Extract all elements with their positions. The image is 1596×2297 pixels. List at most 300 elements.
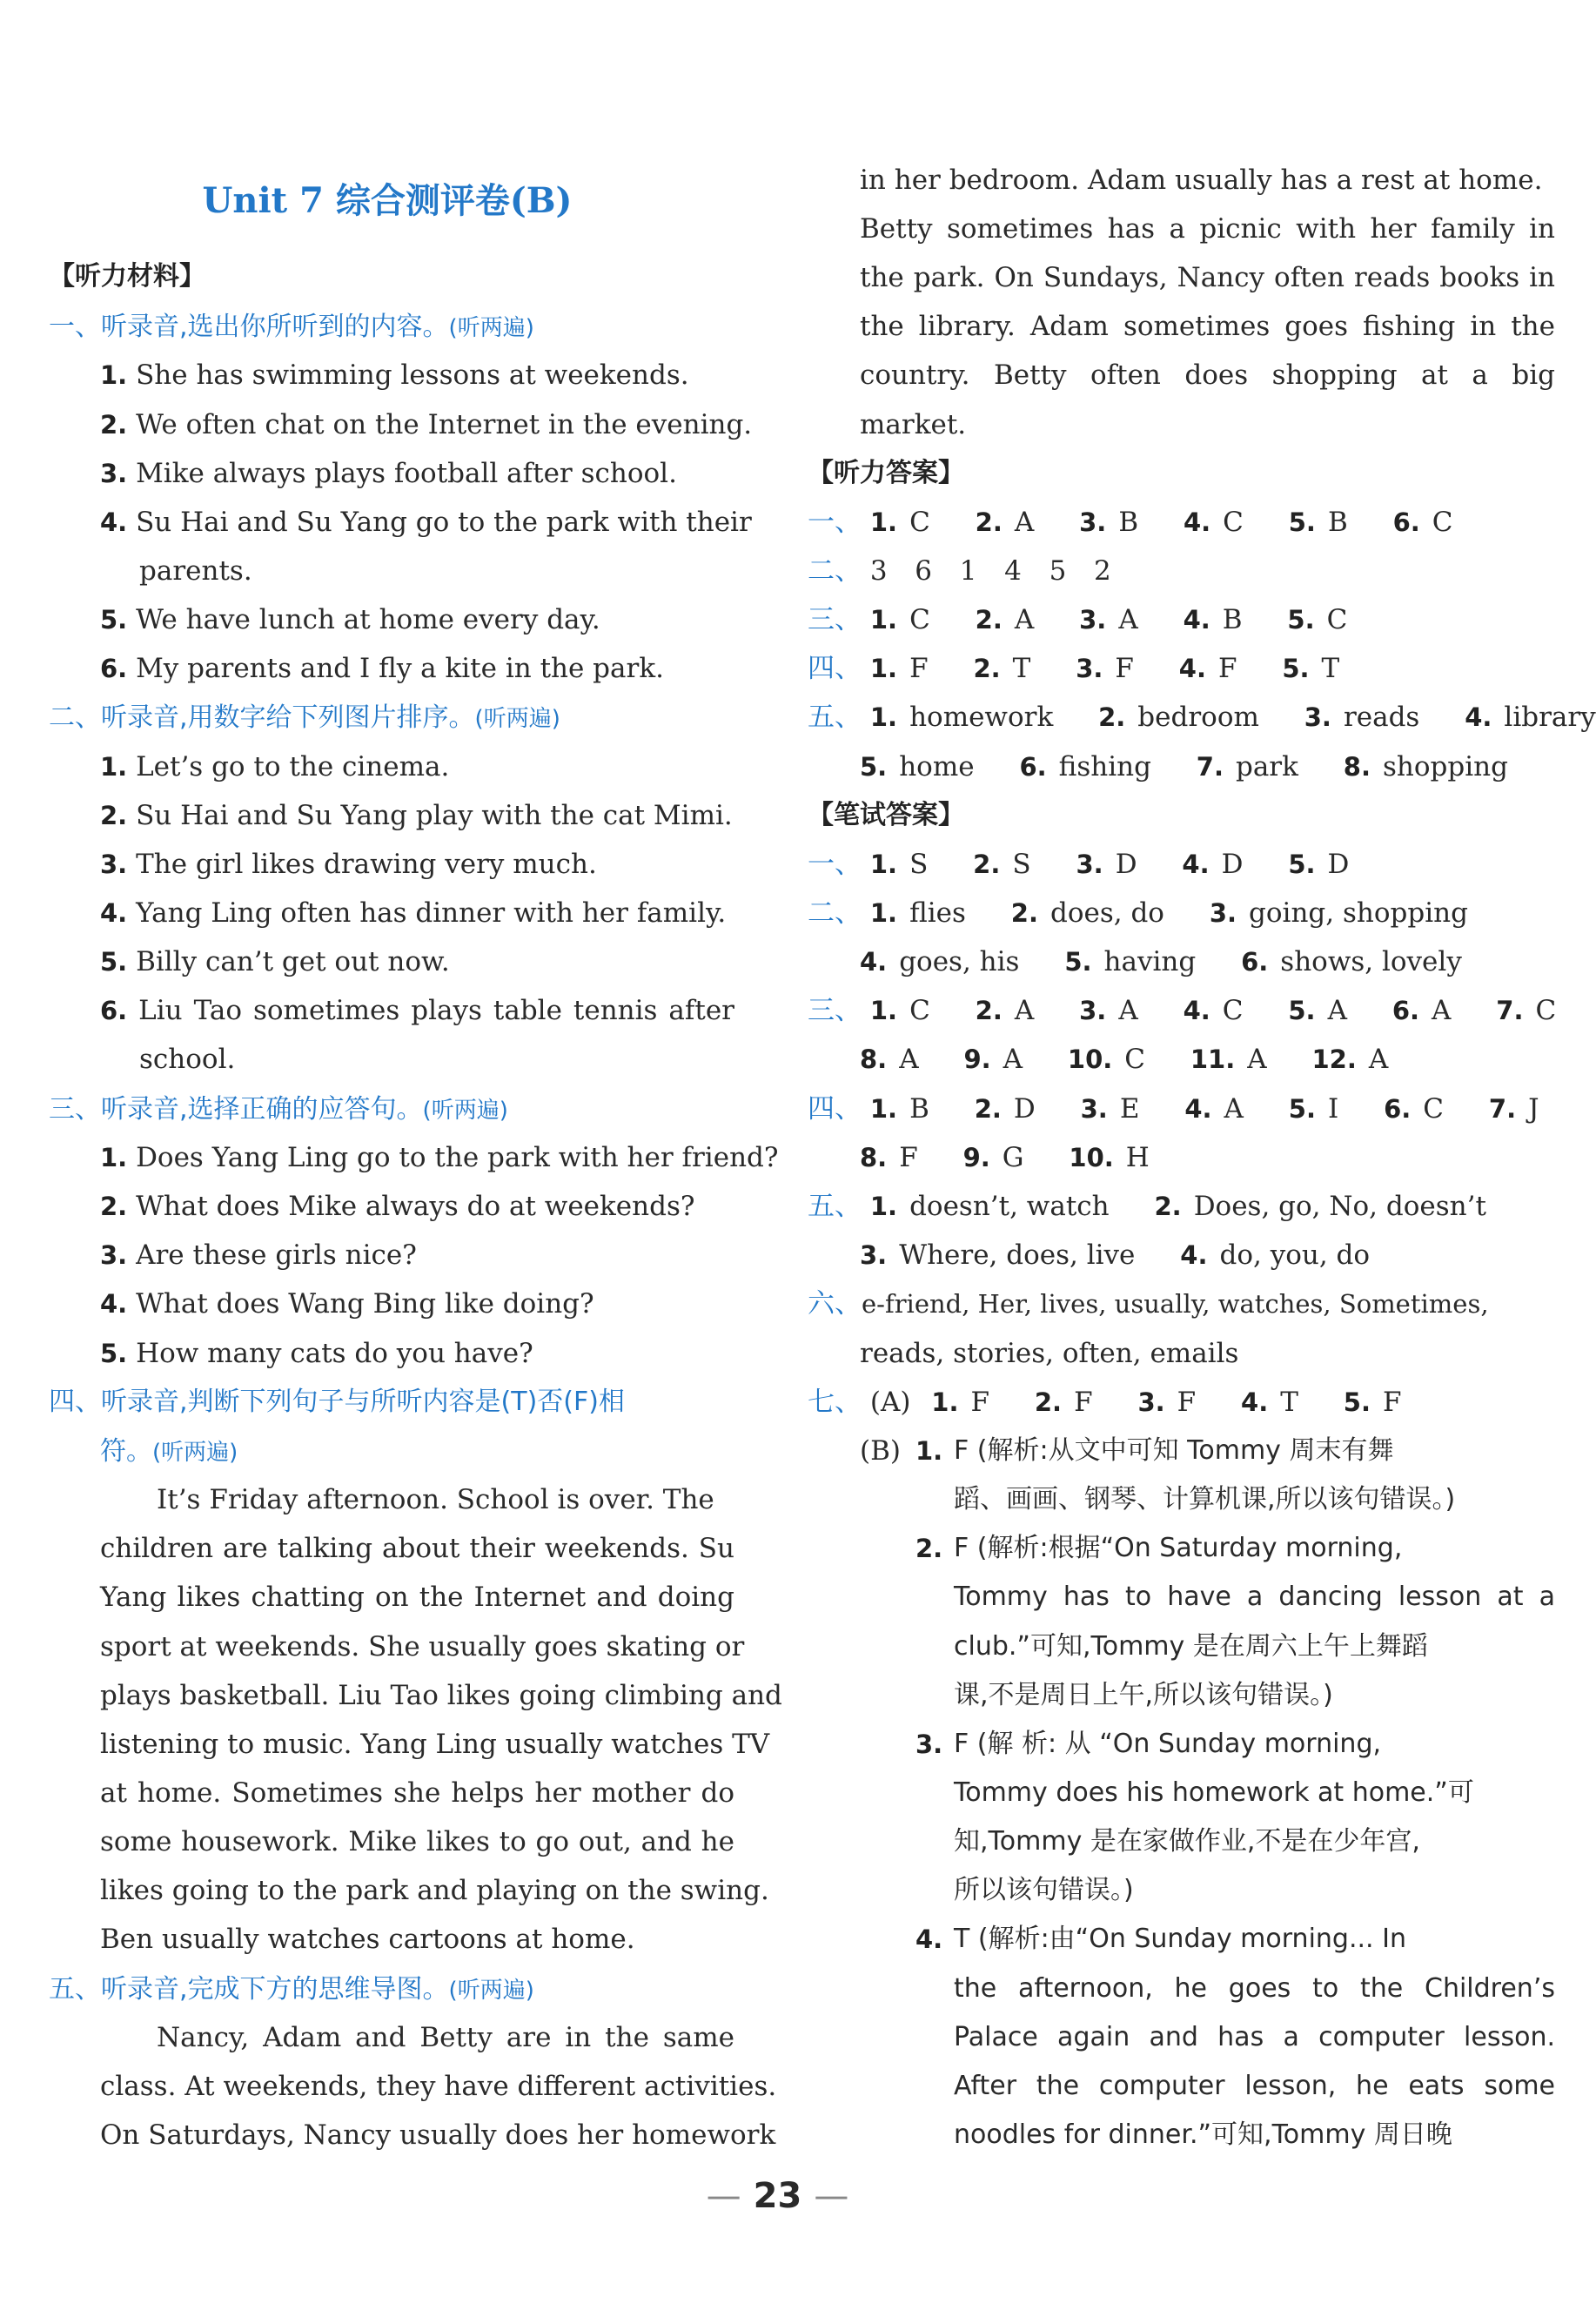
answer-row-lead: 二、 xyxy=(808,555,862,587)
answer-item xyxy=(870,889,966,937)
answer-number: 3. xyxy=(860,1240,888,1270)
answer-value: C xyxy=(1535,995,1557,1026)
answer-number: 3. xyxy=(1304,702,1331,732)
answer-value: S xyxy=(909,849,929,880)
answer-value: I xyxy=(1327,1093,1339,1125)
item-text: Su Hai and Su Yang go to the park with their xyxy=(136,507,752,538)
answer-value: C xyxy=(1432,507,1453,538)
passage-line: Ben usually watches cartoons at home. xyxy=(100,1924,635,1955)
answer-value: C xyxy=(909,604,930,635)
answer-value: A xyxy=(899,1044,919,1075)
passage-line: On Saturdays, Nancy usually does her homework xyxy=(100,2119,776,2151)
answer-row xyxy=(860,742,1555,791)
section-2-hint: (听两遍) xyxy=(474,706,560,732)
answer-value: B xyxy=(1118,507,1139,538)
answer-number: 3. xyxy=(1137,1387,1165,1417)
answer-item xyxy=(870,498,930,547)
answer-item xyxy=(1182,840,1243,889)
item-number: 4. xyxy=(100,1289,128,1319)
item-number: 5. xyxy=(100,947,128,977)
section-1-hint: (听两遍) xyxy=(448,315,534,341)
answer-item xyxy=(1011,889,1164,937)
answer-number: 7. xyxy=(1488,1094,1517,1124)
section-2-title: 二、听录音,用数字给下列图片排序。 xyxy=(49,702,475,733)
answer-number: 4. xyxy=(1180,1240,1208,1270)
answer-row xyxy=(808,889,1555,937)
explanation-line: F (解 析: 从 “On Sunday morning, xyxy=(954,1729,1382,1759)
answer-item xyxy=(870,986,930,1035)
answer-number: 3. xyxy=(1080,1094,1108,1124)
answer-value: F xyxy=(909,653,929,684)
answer-item xyxy=(870,693,1053,742)
section-1-title: 一、听录音,选出你所听到的内容。 xyxy=(49,312,449,342)
answer-value: F xyxy=(1177,1387,1197,1418)
answer-item xyxy=(1304,693,1420,742)
answer-row xyxy=(808,1182,1555,1231)
answer-number: 2. xyxy=(974,1094,1002,1124)
answer-item xyxy=(1197,742,1298,791)
item-text: Are these girls nice? xyxy=(136,1239,417,1271)
explanation-line: 课,不是周日上午,所以该句错误。) xyxy=(954,1680,1333,1710)
answer-row xyxy=(808,547,1555,595)
answer-item xyxy=(1288,840,1349,889)
dash-right: — xyxy=(814,2176,849,2216)
answer-value: D xyxy=(1115,849,1137,880)
answer-value: fishing xyxy=(1058,751,1151,782)
answer-item xyxy=(870,840,928,889)
answer-item xyxy=(1393,498,1453,547)
answer-number: 3. xyxy=(1076,654,1103,683)
answer-value: B xyxy=(1327,507,1348,538)
answer-value: T xyxy=(1321,653,1340,684)
answer-item xyxy=(1179,644,1237,693)
answer-item xyxy=(1019,742,1150,791)
answer-number: 1. xyxy=(869,1094,898,1124)
answer-value: D xyxy=(1013,1093,1036,1125)
answer-number: 6. xyxy=(1392,507,1420,537)
answer-value: goes, his xyxy=(899,946,1020,977)
answer-item xyxy=(1384,1085,1444,1133)
answer-number: 1. xyxy=(869,850,898,879)
answer-row-lead: 七、 xyxy=(808,1387,862,1418)
answer-row-lead: 四、 xyxy=(808,653,862,684)
answer-number: 1. xyxy=(869,996,898,1025)
answer-value: do, you, do xyxy=(1219,1239,1371,1271)
answer-number: 2. xyxy=(1034,1387,1063,1417)
answer-row xyxy=(860,1231,1555,1279)
answer-item xyxy=(870,644,929,693)
answer-item xyxy=(1392,986,1452,1035)
item-text: How many cats do you have? xyxy=(136,1338,533,1369)
explanation-line: the afternoon, he goes to the Children’s xyxy=(954,1973,1555,2004)
answer-value: S xyxy=(1012,849,1031,880)
answer-item xyxy=(1282,644,1339,693)
answer-item xyxy=(860,1133,918,1182)
list-item xyxy=(100,498,752,547)
answer-item xyxy=(963,1133,1024,1182)
answer-number: 5. xyxy=(1064,947,1092,977)
answer-number: 6. xyxy=(1384,1094,1412,1124)
answer-item xyxy=(860,742,975,791)
passage-line: at home. Sometimes she helps her mother do xyxy=(100,1777,734,1809)
section-4-heading: 四、听录音,判断下列句子与所听内容是(T)否(F)相 xyxy=(49,1387,625,1417)
answer-number: 4. xyxy=(1183,996,1210,1025)
section-5-title: 五、听录音,完成下方的思维导图。 xyxy=(49,1974,449,2005)
passage-line: Betty sometimes has a picnic with her family in xyxy=(860,213,1555,245)
list-item xyxy=(100,351,775,400)
passage-line: Yang likes chatting on the Internet and doing xyxy=(100,1582,734,1613)
answer-number: 5. xyxy=(1288,850,1316,879)
answer-item xyxy=(976,595,1035,644)
answer-value: e-friend, Her, lives, usually, watches, Sometimes, xyxy=(862,1289,1489,1319)
answer-item xyxy=(1137,1378,1196,1427)
answer-value: F xyxy=(970,1387,990,1418)
answer-item xyxy=(1079,498,1138,547)
item-number: 1. xyxy=(100,360,128,390)
answer-item xyxy=(1154,1182,1485,1231)
answer-value: 3 6 1 4 5 2 xyxy=(869,555,1111,587)
answer-row-lead: 二、 xyxy=(808,897,862,929)
answer-number: 4. xyxy=(1183,605,1210,635)
explanation-line: 所以该句错误。) xyxy=(954,1875,1134,1905)
answer-value: doesn’t, watch xyxy=(909,1191,1110,1222)
explanation-line: Tommy does his homework at home.”可 xyxy=(954,1777,1474,1808)
passage-line: the park. On Sundays, Nancy often reads books in xyxy=(860,262,1555,293)
item-number: 2. xyxy=(100,1192,128,1221)
page-number xyxy=(0,2176,1555,2216)
answer-value: F xyxy=(899,1142,918,1173)
answer-number: 5. xyxy=(1287,605,1315,635)
answer-number: 1. xyxy=(915,1436,943,1466)
item-text: Liu Tao sometimes plays table tennis after xyxy=(138,995,734,1026)
answer-value: Where, does, live xyxy=(899,1239,1136,1271)
answer-value: B xyxy=(1222,604,1243,635)
answer-number: 4. xyxy=(1182,850,1210,879)
answer-value: A xyxy=(1014,995,1035,1026)
passage-line: It’s Friday afternoon. School is over. The xyxy=(157,1484,714,1515)
answer-number: 2. xyxy=(975,996,1003,1025)
explanation-line: Tommy has to have a dancing lesson at a xyxy=(954,1582,1555,1612)
explanation-line: F (解析:从文中可知 Tommy 周末有舞 xyxy=(954,1435,1394,1466)
answer-value: A xyxy=(1014,604,1035,635)
answer-number: 6. xyxy=(1019,752,1047,782)
item-number: 6. xyxy=(100,996,128,1025)
item-text: What does Mike always do at weekends? xyxy=(136,1191,695,1222)
answer-number: 4. xyxy=(1184,1094,1212,1124)
answer-item xyxy=(1184,595,1243,644)
answer-value: C xyxy=(909,995,930,1026)
answer-row xyxy=(808,1279,1555,1328)
answer-value: Does, go, No, doesn’t xyxy=(1193,1191,1486,1222)
item-text: Billy can’t get out now. xyxy=(136,946,450,977)
answer-number: 5. xyxy=(860,752,888,782)
answer-number: 1. xyxy=(869,654,898,683)
explanation-line: F (解析:根据“On Saturday morning, xyxy=(954,1533,1403,1563)
section-3-heading xyxy=(49,1085,775,1133)
answer-value: A xyxy=(1247,1044,1267,1075)
answer-item xyxy=(1079,986,1138,1035)
answer-value: A xyxy=(1014,507,1035,538)
answer-value: F xyxy=(1115,653,1134,684)
answer-value: H xyxy=(1125,1142,1150,1173)
passage-line: country. Betty often does shopping at a big xyxy=(860,359,1555,391)
item-number: 2. xyxy=(100,801,128,830)
answer-item xyxy=(1064,937,1196,986)
answer-value: T xyxy=(1280,1387,1298,1418)
answer-value: flies xyxy=(909,897,966,929)
answer-item xyxy=(1069,1133,1149,1182)
item-number: 4. xyxy=(100,507,128,537)
answer-number: 2. xyxy=(1154,1192,1182,1221)
item-text: We often chat on the Internet in the evening. xyxy=(136,409,753,440)
item-number: 3. xyxy=(100,850,128,879)
answer-item xyxy=(1289,1085,1338,1133)
answer-number: 1. xyxy=(869,605,898,635)
answer-item xyxy=(870,1085,929,1133)
passage-line: likes going to the park and playing on the swing. xyxy=(100,1875,769,1906)
item-number: 3. xyxy=(100,459,128,488)
answer-number: 1. xyxy=(869,702,898,732)
answer-number: 1. xyxy=(869,898,898,928)
answer-number: 8. xyxy=(860,1044,888,1074)
answer-row xyxy=(860,937,1555,986)
item-text: What does Wang Bing like doing? xyxy=(136,1288,594,1320)
answer-row xyxy=(808,840,1555,889)
answer-number: 5. xyxy=(1288,996,1316,1025)
list-item xyxy=(100,1182,775,1231)
answer-value: library xyxy=(1504,702,1596,733)
item-number: 6. xyxy=(100,654,128,683)
answer-value: D xyxy=(1327,849,1350,880)
answer-item xyxy=(1190,1035,1267,1084)
answer-number: 3. xyxy=(915,1729,943,1759)
answer-value: A xyxy=(1003,1044,1023,1075)
answer-item xyxy=(931,1378,989,1427)
answer-item xyxy=(975,1085,1036,1133)
answer-item xyxy=(1184,1085,1244,1133)
answer-item xyxy=(870,1182,1110,1231)
passage-line: class. At weekends, they have different activities. xyxy=(100,2071,777,2102)
item-number: 5. xyxy=(100,1339,128,1368)
item-text: Mike always plays football after school. xyxy=(136,458,677,489)
answer-row xyxy=(808,498,1555,547)
list-item xyxy=(100,840,775,889)
item-text: Does Yang Ling go to the park with her friend? xyxy=(136,1142,779,1173)
answer-value: E xyxy=(1119,1093,1140,1125)
answer-value: F xyxy=(1382,1387,1402,1418)
answer-number: 2. xyxy=(1098,702,1126,732)
section-1-heading xyxy=(49,302,775,351)
answer-value: A xyxy=(1327,995,1347,1026)
list-item xyxy=(100,1231,775,1279)
list-item xyxy=(100,644,775,693)
answer-number: 9. xyxy=(963,1044,991,1074)
answer-value: F xyxy=(1217,653,1237,684)
item-text: Let’s go to the cinema. xyxy=(136,751,450,782)
answer-item xyxy=(1184,986,1244,1035)
answer-number: 8. xyxy=(1343,752,1371,782)
answer-value: G xyxy=(1002,1142,1024,1173)
answer-row xyxy=(808,693,1596,742)
listening-material-header: 【听力材料】 xyxy=(49,261,205,292)
answer-value: T xyxy=(1012,653,1031,684)
answer-number: 12. xyxy=(1311,1044,1357,1074)
item-text: My parents and I fly a kite in the park. xyxy=(136,653,664,684)
answer-item xyxy=(1344,742,1508,791)
answer-value: C xyxy=(1326,604,1348,635)
answer-number: 3. xyxy=(1209,898,1237,928)
list-item xyxy=(100,1329,775,1378)
explanation-line: 知,Tommy 是在家做作业,不是在少年宫, xyxy=(954,1826,1420,1857)
answer-row-cont: reads, stories, often, emails xyxy=(860,1338,1239,1369)
answer-item xyxy=(1180,1231,1370,1279)
answer-value: J xyxy=(1528,1093,1539,1125)
item-text: Yang Ling often has dinner with her family. xyxy=(136,897,727,929)
answer-number: 1. xyxy=(869,507,898,537)
item-continuation: school. xyxy=(139,1044,236,1075)
answer-value: C xyxy=(1222,995,1244,1026)
list-item xyxy=(100,889,775,937)
answer-item xyxy=(1496,986,1556,1035)
dash-left: — xyxy=(706,2176,741,2216)
section-5-heading xyxy=(49,1965,775,2013)
answer-value: homework xyxy=(909,702,1054,733)
answer-value: F xyxy=(1074,1387,1093,1418)
answer-row-lead: 四、 xyxy=(808,1093,862,1125)
answer-value: reads xyxy=(1343,702,1420,733)
passage-line: market. xyxy=(860,409,967,440)
item-text: Su Hai and Su Yang play with the cat Mimi. xyxy=(136,800,733,831)
passage-line: sport at weekends. She usually goes skating or xyxy=(100,1631,745,1662)
answer-item xyxy=(1081,1085,1140,1133)
passage-line: listening to music. Yang Ling usually watches TV xyxy=(100,1729,770,1760)
answer-value: A xyxy=(1118,604,1138,635)
explanation-line: After the computer lesson, he eats some xyxy=(954,2071,1555,2101)
answer-item xyxy=(1344,1378,1402,1427)
answer-value: A xyxy=(1118,995,1138,1026)
answer-item xyxy=(1098,693,1259,742)
item-text: The girl likes drawing very much. xyxy=(136,849,597,880)
section-5-hint: (听两遍) xyxy=(448,1978,534,2004)
answer-number: 5. xyxy=(1288,507,1316,537)
passage-line: children are talking about their weekends. Su xyxy=(100,1533,734,1564)
answer-value: A xyxy=(1368,1044,1389,1075)
answer-row xyxy=(808,1378,1555,1427)
section-4-title-end: 符。 xyxy=(100,1436,152,1467)
section-4-heading-cont xyxy=(100,1427,775,1475)
answer-row-lead: 三、 xyxy=(808,604,862,635)
answer-number: 4. xyxy=(1465,702,1492,732)
answer-number: 6. xyxy=(1391,996,1420,1025)
list-item xyxy=(100,742,775,791)
item-number: 4. xyxy=(100,898,128,928)
answer-value: shows, lovely xyxy=(1280,946,1462,977)
answer-item xyxy=(976,986,1035,1035)
answer-number: 8. xyxy=(860,1143,888,1172)
answer-item xyxy=(1210,889,1468,937)
section-4-hint: (听两遍) xyxy=(152,1440,238,1466)
answer-item xyxy=(1076,840,1137,889)
answer-number: 3. xyxy=(1076,850,1103,879)
answer-value: park xyxy=(1235,751,1298,782)
explanation-line: 蹈、画画、钢琴、计算机课,所以该句错误。) xyxy=(954,1484,1456,1515)
answer-number: 4. xyxy=(1178,654,1206,683)
answer-row xyxy=(860,1035,1555,1084)
answer-number: 1. xyxy=(931,1387,959,1417)
answer-item xyxy=(860,1231,1135,1279)
answer-value: A xyxy=(1432,995,1452,1026)
listening-answers-header: 【听力答案】 xyxy=(808,458,964,488)
answer-row xyxy=(808,644,1555,693)
answer-value: does, do xyxy=(1049,897,1164,929)
answer-number: 2. xyxy=(915,1534,943,1563)
answer-row xyxy=(808,1085,1555,1133)
answer-number: 4. xyxy=(1241,1387,1269,1417)
list-item xyxy=(100,449,775,498)
answer-value: D xyxy=(1221,849,1244,880)
answer-value: home xyxy=(899,751,975,782)
explanation-line: Palace again and has a computer lesson. xyxy=(954,2022,1555,2052)
list-item xyxy=(100,1279,775,1328)
answer-value: bedroom xyxy=(1137,702,1259,733)
answer-number: 7. xyxy=(1496,996,1524,1025)
answer-item xyxy=(1076,644,1134,693)
answer-number: 9. xyxy=(962,1143,990,1172)
list-item xyxy=(100,791,775,840)
answer-row xyxy=(808,986,1555,1035)
part-label: (A) xyxy=(869,1387,911,1418)
answer-item xyxy=(860,937,1019,986)
answer-item xyxy=(973,840,1030,889)
answer-row-lead: 一、 xyxy=(808,849,862,880)
answer-item xyxy=(870,595,930,644)
answer-value: C xyxy=(909,507,930,538)
item-continuation: parents. xyxy=(139,555,252,587)
answer-value: C xyxy=(1124,1044,1146,1075)
item-number: 2. xyxy=(100,410,128,440)
answer-number: 5. xyxy=(1343,1387,1371,1417)
item-number: 3. xyxy=(100,1240,128,1270)
answer-row-lead: 一、 xyxy=(808,507,862,538)
answer-row-lead: 五、 xyxy=(808,702,862,733)
answer-number: 4. xyxy=(860,947,888,977)
answer-number: 5. xyxy=(1288,1094,1316,1124)
list-item xyxy=(100,400,775,449)
item-text: She has swimming lessons at weekends. xyxy=(136,359,689,391)
answer-item xyxy=(976,498,1035,547)
answer-item xyxy=(1287,595,1347,644)
item-number: 5. xyxy=(100,605,128,635)
answer-number: 6. xyxy=(1241,947,1269,977)
answer-number: 4. xyxy=(915,1924,943,1954)
answer-item xyxy=(963,1035,1023,1084)
answer-item xyxy=(1489,1085,1539,1133)
answer-row xyxy=(808,595,1555,644)
answer-number: 3. xyxy=(1079,507,1107,537)
answer-number: 10. xyxy=(1069,1143,1114,1172)
answer-number: 2. xyxy=(973,654,1001,683)
list-item xyxy=(100,595,775,644)
passage-line: Nancy, Adam and Betty are in the same xyxy=(157,2022,734,2053)
answer-value: C xyxy=(1223,507,1244,538)
passage-line: in her bedroom. Adam usually has a rest at home. xyxy=(860,165,1543,196)
answer-number: 2. xyxy=(975,507,1003,537)
answer-value: having xyxy=(1103,946,1197,977)
list-item xyxy=(100,937,775,986)
written-answers-header: 【笔试答案】 xyxy=(808,800,964,830)
answer-number: 10. xyxy=(1067,1044,1113,1074)
answer-row xyxy=(860,1133,1555,1182)
